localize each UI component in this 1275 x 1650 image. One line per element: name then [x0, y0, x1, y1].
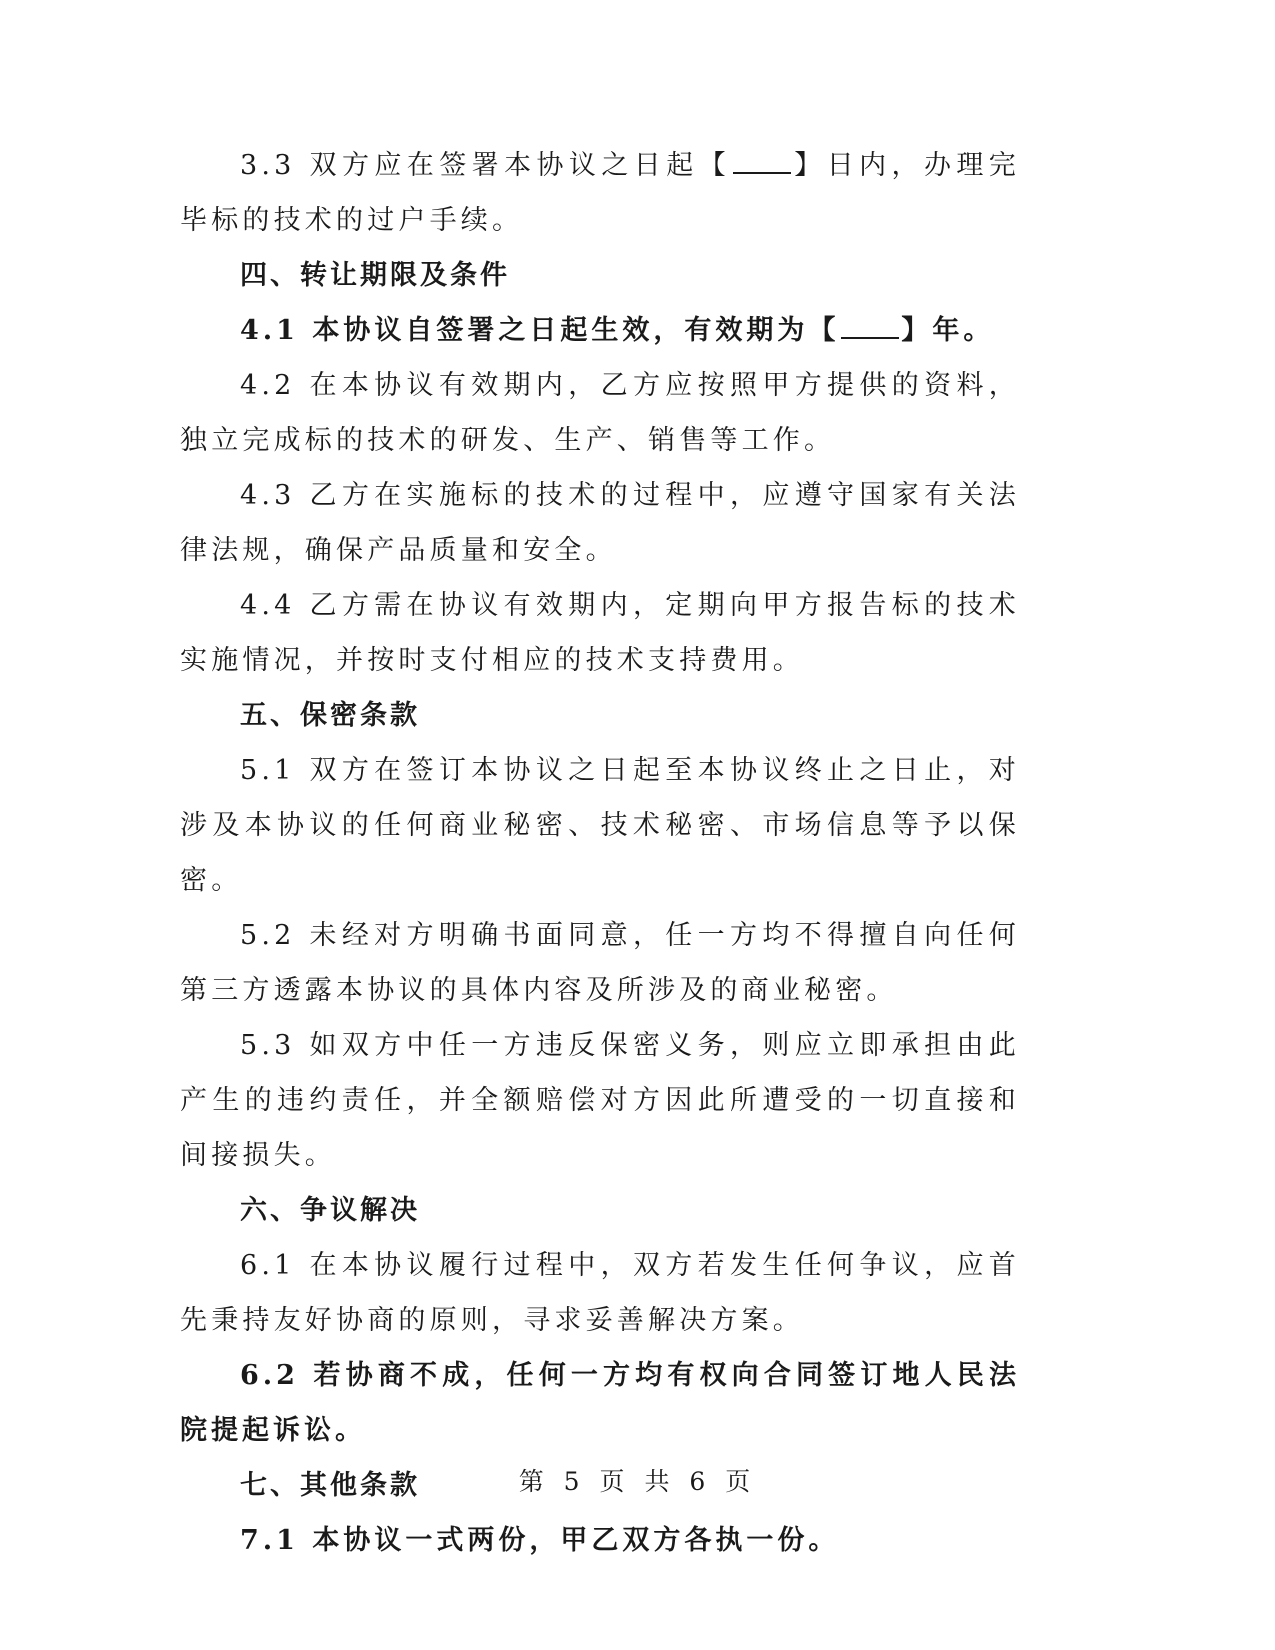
blank-years-field: [841, 315, 899, 339]
clause-text: 4.1 本协议自签署之日起生效，有效期为【: [240, 315, 840, 346]
clause-6-2: 6.2 若协商不成，任何一方均有权向合同签订地人民法院提起诉讼。: [180, 1360, 1020, 1446]
clause-text: 3.3 双方应在签署本协议之日起【: [240, 150, 732, 181]
clause-4-3: 4.3 乙方在实施标的技术的过程中，应遵守国家有关法律法规，确保产品质量和安全。: [180, 480, 1020, 566]
section-heading-7: 七、其他条款: [240, 1470, 420, 1501]
section-heading-6: 六、争议解决: [240, 1195, 420, 1226]
clause-text: 】日内，办理完毕标的技术的过户手续。: [180, 150, 1021, 236]
page-number-label: 第 5 页 共 6 页: [518, 1467, 757, 1496]
clause-3-3: [180, 138, 1020, 248]
blank-days-field: [733, 150, 791, 174]
section-heading-5: 五、保密条款: [240, 700, 420, 731]
clause-text: 】年。: [901, 315, 995, 346]
section-heading-4: 四、转让期限及条件: [240, 260, 510, 291]
clause-5-2: 5.2 未经对方明确书面同意，任一方均不得擅自向任何第三方透露本协议的具体内容及所涉及的商业秘密。: [180, 920, 1020, 1006]
page-footer: [0, 1462, 1275, 1498]
clause-5-1: 5.1 双方在签订本协议之日起至本协议终止之日止，对涉及本协议的任何商业秘密、技术秘密、市场信息等予以保密。: [180, 755, 1020, 896]
clause-7-1: 7.1 本协议一式两份，甲乙双方各执一份。: [240, 1525, 840, 1556]
clause-5-3: 5.3 如双方中任一方违反保密义务，则应立即承担由此产生的违约责任，并全额赔偿对方因此所遭受的一切直接和间接损失。: [180, 1030, 1020, 1171]
clause-4-2: 4.2 在本协议有效期内，乙方应按照甲方提供的资料，独立完成标的技术的研发、生产、销售等工作。: [180, 370, 1020, 456]
clause-6-1: 6.1 在本协议履行过程中，双方若发生任何争议，应首先秉持友好协商的原则，寻求妥善解决方案。: [180, 1250, 1020, 1336]
clause-4-1: [180, 303, 1020, 358]
clause-4-4: 4.4 乙方需在协议有效期内，定期向甲方报告标的技术实施情况，并按时支付相应的技术支持费用。: [180, 590, 1020, 676]
document-body: [180, 138, 1020, 1568]
